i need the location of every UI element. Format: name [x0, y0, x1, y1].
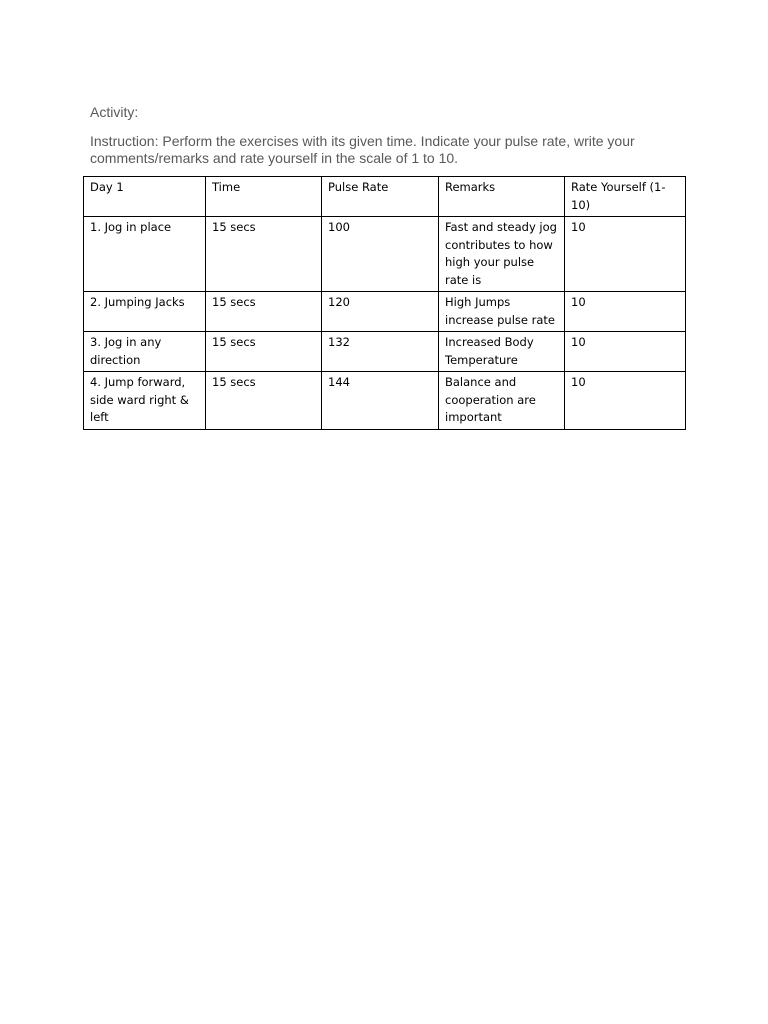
table-row	[84, 372, 686, 430]
cell-remarks: Balance and cooperation are important	[439, 372, 565, 430]
cell-time: 15 secs	[206, 372, 322, 430]
cell-remarks: Increased Body Temperature	[439, 332, 565, 372]
cell-remarks: High Jumps increase pulse rate	[439, 292, 565, 332]
cell-remarks: Fast and steady jog contributes to how high your pulse rate is	[439, 217, 565, 292]
activity-table	[83, 176, 686, 430]
cell-rating: 10	[565, 372, 686, 430]
table-row	[84, 292, 686, 332]
cell-exercise: 4. Jump forward, side ward right & left	[84, 372, 206, 430]
cell-pulse-rate: 132	[322, 332, 439, 372]
cell-rating: 10	[565, 292, 686, 332]
header-remarks: Remarks	[439, 177, 565, 217]
cell-time: 15 secs	[206, 217, 322, 292]
header-pulse-rate: Pulse Rate	[322, 177, 439, 217]
cell-time: 15 secs	[206, 292, 322, 332]
table-row	[84, 217, 686, 292]
header-rate-yourself: Rate Yourself (1-10)	[565, 177, 686, 217]
header-time: Time	[206, 177, 322, 217]
table-row	[84, 332, 686, 372]
header-day: Day 1	[84, 177, 206, 217]
activity-heading: Activity:	[90, 104, 139, 120]
instruction-text: Instruction: Perform the exercises with its given time. Indicate your pulse rate, write your comments/remarks and rate yourself in the scale of 1 to 10.	[90, 133, 635, 166]
cell-time: 15 secs	[206, 332, 322, 372]
cell-exercise: 1. Jog in place	[84, 217, 206, 292]
cell-pulse-rate: 120	[322, 292, 439, 332]
cell-exercise: 2. Jumping Jacks	[84, 292, 206, 332]
cell-exercise: 3. Jog in any direction	[84, 332, 206, 372]
table-header-row	[84, 177, 686, 217]
cell-pulse-rate: 100	[322, 217, 439, 292]
cell-rating: 10	[565, 217, 686, 292]
cell-pulse-rate: 144	[322, 372, 439, 430]
cell-rating: 10	[565, 332, 686, 372]
